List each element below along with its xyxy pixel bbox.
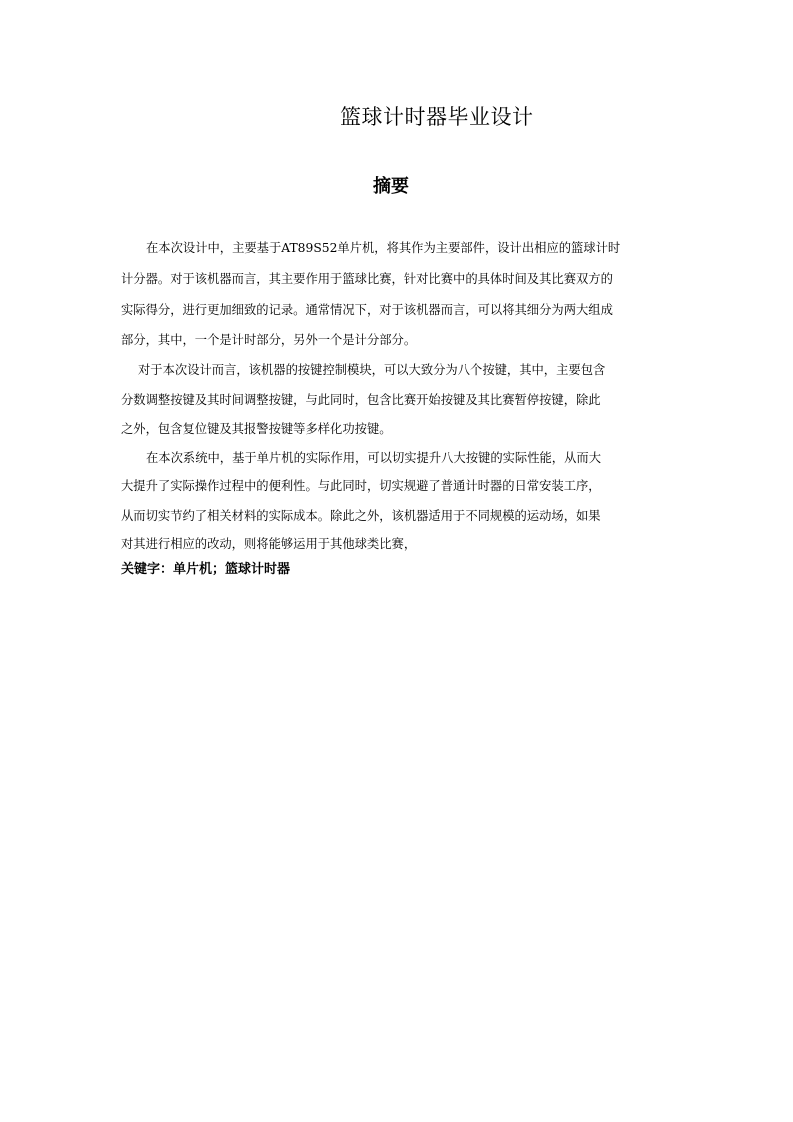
abstract-line: 在本次设计中，主要基于AT89S52单片机，将其作为主要部件，设计出相应的篮球计时 (146, 241, 621, 255)
abstract-heading: 摘要 (373, 176, 409, 197)
abstract-line: 部分，其中，一个是计时部分，另外一个是计分部分。 (121, 333, 417, 347)
abstract-line: 实际得分，进行更加细致的记录。通常情况下，对于该机器而言，可以将其细分为两大组成 (121, 303, 613, 317)
keywords-line: 关键字：单片机；篮球计时器 (121, 562, 291, 577)
abstract-line: 计分器。对于该机器而言，其主要作用于篮球比赛，针对比赛中的具体时间及其比赛双方的 (121, 272, 613, 286)
abstract-line: 分数调整按键及其时间调整按键，与此同时，包含比赛开始按键及其比赛暂停按键，除此 (121, 393, 601, 407)
abstract-line: 对于本次设计而言，该机器的按键控制模块，可以大致分为八个按键，其中，主要包含 (138, 363, 606, 377)
abstract-line: 大提升了实际操作过程中的便利性。与此同时，切实规避了普通计时器的日常安装工序， (121, 479, 601, 493)
abstract-line: 从而切实节约了相关材料的实际成本。除此之外，该机器适用于不同规模的运动场，如果 (121, 509, 601, 523)
abstract-line: 之外，包含复位键及其报警按键等多样化功按键。 (121, 422, 392, 436)
abstract-line: 对其进行相应的改动，则将能够运用于其他球类比赛， (121, 537, 417, 551)
document-title: 篮球计时器毕业设计 (340, 105, 534, 129)
abstract-line: 在本次系统中，基于单片机的实际作用，可以切实提升八大按键的实际性能，从而大 (146, 451, 601, 465)
